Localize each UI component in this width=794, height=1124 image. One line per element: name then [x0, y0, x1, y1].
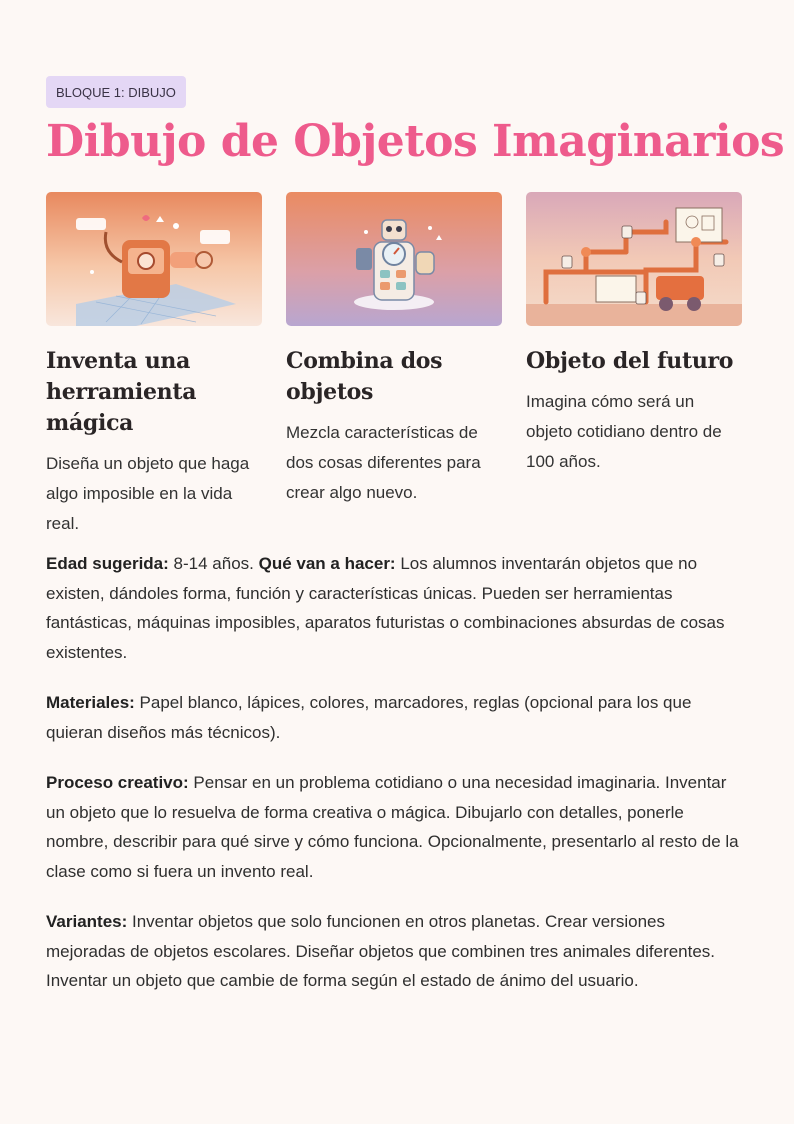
section-variants: [46, 907, 746, 996]
section-materials: [46, 688, 746, 747]
card-future-object: [526, 192, 742, 539]
page: [46, 76, 785, 1017]
section-label: Edad sugerida:: [46, 554, 169, 574]
magic-tool-illustration-icon: [46, 192, 262, 326]
section-label: Materiales:: [46, 693, 135, 713]
card-text: Mezcla características de dos cosas diferentes para crear algo nuevo.: [286, 423, 481, 503]
card-text: Imagina cómo será un objeto cotidiano dentro de 100 años.: [526, 392, 722, 472]
page-title: Dibujo de Objetos Imaginarios: [46, 116, 785, 167]
section-label: Proceso creativo:: [46, 773, 189, 793]
section-age-and-goal: [46, 549, 746, 667]
section-creative-process: [46, 768, 746, 886]
robot-combination-illustration-icon: [286, 192, 502, 326]
section-label: Qué van a hacer:: [258, 554, 396, 574]
activity-details: [46, 549, 746, 996]
section-text: Papel blanco, lápices, colores, marcadores, reglas (opcional para los que quieran diseños más técnicos).: [46, 693, 692, 742]
activity-cards: [46, 192, 746, 539]
block-badge: BLOQUE 1: DIBUJO: [46, 76, 186, 108]
section-text: 8-14 años.: [168, 554, 259, 574]
section-label: Variantes:: [46, 912, 128, 932]
section-text: Los alumnos inventarán objetos que no existen, dándoles forma, función y características únicas. Pueden ser herramientas fantásticas, máquinas imposibles, aparatos futuristas o combinaciones absurdas de cosas existentes.: [46, 554, 725, 662]
section-text: Pensar en un problema cotidiano o una necesidad imaginaria. Inventar un objeto que lo resuelva de forma creativa o mágica. Dibujarlo con detalles, ponerle nombre, describir para qué sirve y cómo funciona. Opcionalmente, presentarlo al resto de la clase como si fuera un invento real.: [46, 773, 739, 881]
card-title: Inventa una herramienta mágica: [46, 348, 197, 437]
card-text: Diseña un objeto que haga algo imposible en la vida real.: [46, 454, 250, 534]
card-magic-tool: [46, 192, 262, 539]
card-title: Objeto del futuro: [526, 348, 734, 375]
future-machine-illustration-icon: [526, 192, 742, 326]
section-text: Inventar objetos que solo funcionen en otros planetas. Crear versiones mejoradas de objetos escolares. Diseñar objetos que combinen tres animales diferentes. Inventar un objeto que cambie de forma según el estado de ánimo del usuario.: [46, 912, 716, 991]
card-title: Combina dos objetos: [286, 348, 443, 406]
card-combine-objects: [286, 192, 502, 539]
